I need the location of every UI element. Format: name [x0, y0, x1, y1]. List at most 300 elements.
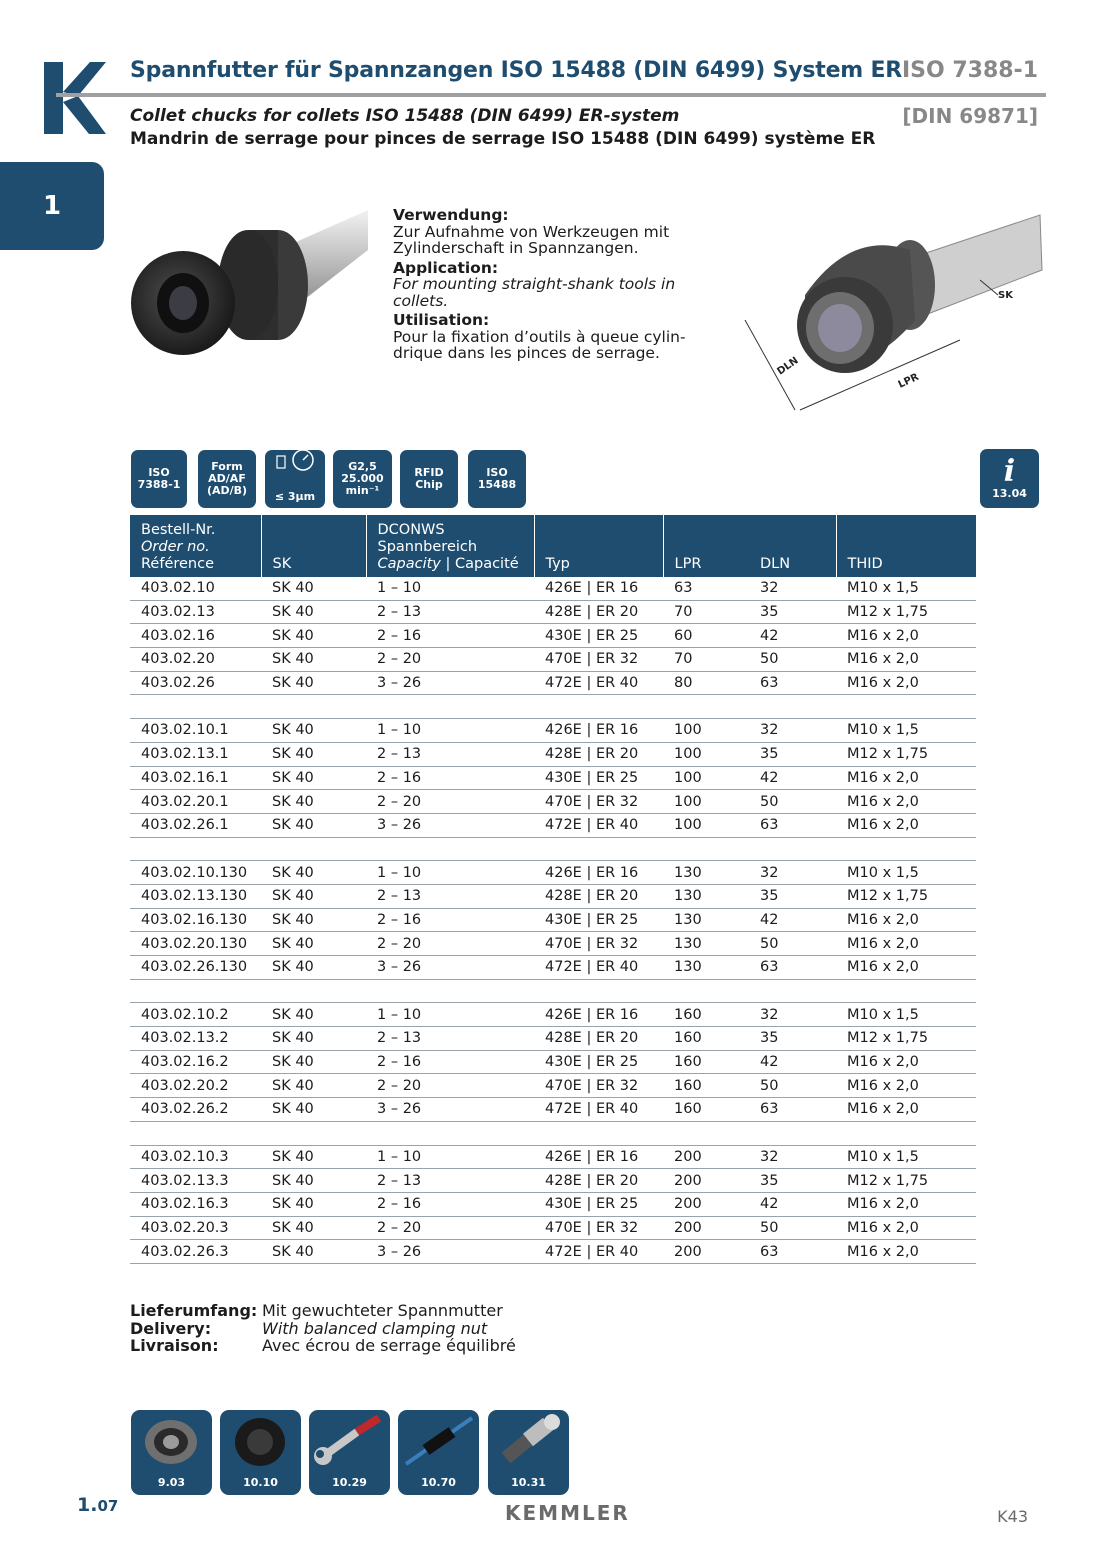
delivery-heading-fr: Livraison:: [130, 1336, 219, 1355]
cell-capacity: 2 – 16: [366, 908, 534, 932]
cell-type: 470E | ER 32: [534, 1216, 663, 1240]
cell-thid: M16 x 2,0: [836, 813, 976, 837]
badge-line: ISO: [486, 466, 508, 479]
cell-capacity: 2 – 13: [366, 1169, 534, 1193]
header-text: |: [440, 556, 455, 572]
cell-sk: SK 40: [261, 1169, 366, 1193]
cell-type: 472E | ER 40: [534, 1098, 663, 1122]
cell-sk: SK 40: [261, 1098, 366, 1122]
cell-dln: [749, 979, 836, 1003]
cell-capacity: 2 – 13: [366, 1027, 534, 1051]
catalog-code: K43: [997, 1507, 1028, 1526]
cell-capacity: 3 – 26: [366, 1098, 534, 1122]
cell-dln: [749, 1121, 836, 1145]
cell-thid: M12 x 1,75: [836, 600, 976, 624]
table-spacer-row: [130, 837, 976, 861]
cell-thid: M16 x 2,0: [836, 956, 976, 980]
accessory-pull-stud[interactable]: [488, 1410, 569, 1495]
cell-lpr: 80: [663, 671, 749, 695]
cell-order-no: 403.02.13.130: [130, 884, 261, 908]
cell-type: 470E | ER 32: [534, 648, 663, 672]
col-type: [534, 515, 663, 577]
cell-sk: SK 40: [261, 884, 366, 908]
cell-dln: 35: [749, 742, 836, 766]
cell-order-no: 403.02.10.3: [130, 1145, 261, 1169]
cell-lpr: 200: [663, 1145, 749, 1169]
cell-sk: [261, 1121, 366, 1145]
usage-heading-fr: Utilisation:: [393, 311, 490, 329]
kemmler-logo: [44, 62, 106, 134]
cell-type: 430E | ER 25: [534, 766, 663, 790]
cell-sk: SK 40: [261, 1216, 366, 1240]
cell-type: 472E | ER 40: [534, 813, 663, 837]
cell-thid: M16 x 2,0: [836, 766, 976, 790]
cell-type: [534, 837, 663, 861]
cell-dln: 63: [749, 813, 836, 837]
cell-lpr: 100: [663, 813, 749, 837]
cell-capacity: 2 – 16: [366, 1050, 534, 1074]
table-row: [130, 1216, 976, 1240]
cell-dln: 63: [749, 671, 836, 695]
table-row: [130, 766, 976, 790]
delivery-text-de: Mit gewuchteter Spannmutter: [262, 1301, 503, 1320]
table-row: [130, 790, 976, 814]
cell-thid: M16 x 2,0: [836, 932, 976, 956]
cell-dln: [749, 695, 836, 719]
cell-dln: 42: [749, 908, 836, 932]
cell-type: 426E | ER 16: [534, 719, 663, 743]
cell-order-no: 403.02.16.3: [130, 1192, 261, 1216]
usage-text-fr: Pour la fixation d’outils à queue cylin-drique dans les pinces de serrage.: [393, 327, 686, 362]
header-text: Capacity: [377, 556, 441, 572]
cell-thid: M12 x 1,75: [836, 1027, 976, 1051]
cell-thid: M12 x 1,75: [836, 1169, 976, 1193]
col-thid: [836, 515, 976, 577]
cell-sk: SK 40: [261, 861, 366, 885]
drawing-label-sk: SK: [998, 290, 1013, 301]
info-icon: i: [1003, 454, 1016, 489]
cell-order-no: [130, 1121, 261, 1145]
badge-line: 15488: [477, 478, 517, 491]
badge-line: 25.000: [341, 472, 384, 485]
cell-thid: M12 x 1,75: [836, 884, 976, 908]
cell-sk: SK 40: [261, 600, 366, 624]
cell-order-no: 403.02.16.1: [130, 766, 261, 790]
table-row: [130, 1240, 976, 1264]
delivery-heading-de: Lieferumfang:: [130, 1301, 258, 1320]
cell-type: 430E | ER 25: [534, 1192, 663, 1216]
balance-badge[interactable]: [333, 450, 392, 508]
usage-heading-de: Verwendung:: [393, 206, 509, 224]
standard-din: [DIN 69871]: [902, 104, 1038, 128]
cell-dln: 35: [749, 1027, 836, 1051]
cell-order-no: 403.02.20.1: [130, 790, 261, 814]
drawing-label-lpr: LPR: [896, 371, 921, 391]
delivery-heading-en: Delivery:: [130, 1318, 212, 1338]
header-text: DCONWS: [377, 522, 445, 538]
badge-line: ISO: [148, 466, 170, 479]
cell-order-no: 403.02.26.3: [130, 1240, 261, 1264]
cell-capacity: 2 – 16: [366, 1192, 534, 1216]
table-row: [130, 1074, 976, 1098]
cell-lpr: 100: [663, 719, 749, 743]
cell-thid: [836, 695, 976, 719]
accessory-brush[interactable]: [398, 1410, 479, 1495]
cell-order-no: 403.02.26.2: [130, 1098, 261, 1122]
cell-order-no: 403.02.16: [130, 624, 261, 648]
cell-type: 470E | ER 32: [534, 790, 663, 814]
cell-lpr: [663, 695, 749, 719]
table-row: [130, 671, 976, 695]
cell-dln: 32: [749, 1145, 836, 1169]
header-text: [378, 556, 534, 573]
cell-thid: M10 x 1,5: [836, 1003, 976, 1027]
table-row: [130, 1192, 976, 1216]
cell-dln: [749, 837, 836, 861]
table-row: [130, 577, 976, 600]
badge-line: AD/AF: [208, 472, 246, 485]
cell-lpr: 200: [663, 1192, 749, 1216]
accessory-ref: 9.03: [157, 1476, 186, 1489]
cell-sk: SK 40: [261, 577, 366, 600]
header-text: LPR: [674, 556, 702, 572]
cell-sk: SK 40: [261, 956, 366, 980]
cell-order-no: 403.02.10.1: [130, 719, 261, 743]
cell-type: 428E | ER 20: [534, 600, 663, 624]
badge-line: G2,5: [348, 460, 377, 473]
cell-type: 426E | ER 16: [534, 1145, 663, 1169]
gauge-icon: [275, 450, 315, 485]
cell-sk: [261, 979, 366, 1003]
table-spacer-row: [130, 1121, 976, 1145]
cell-thid: [836, 1121, 976, 1145]
cell-order-no: 403.02.26.130: [130, 956, 261, 980]
table-row: [130, 742, 976, 766]
cell-order-no: 403.02.26.1: [130, 813, 261, 837]
cell-type: 430E | ER 25: [534, 1050, 663, 1074]
technical-drawing: [740, 200, 1050, 425]
table-row: [130, 624, 976, 648]
table-row: [130, 719, 976, 743]
header-text: Typ: [545, 556, 570, 572]
badge-line: (AD/B): [206, 484, 248, 497]
cell-capacity: 1 – 10: [366, 1145, 534, 1169]
cell-thid: M10 x 1,5: [836, 577, 976, 600]
table-row: [130, 1098, 976, 1122]
cell-dln: 50: [749, 790, 836, 814]
cell-lpr: 160: [663, 1003, 749, 1027]
brush-icon: [398, 1410, 479, 1470]
table-row: [130, 648, 976, 672]
cell-thid: M16 x 2,0: [836, 1050, 976, 1074]
nut-icon: [220, 1410, 301, 1470]
table-spacer-row: [130, 979, 976, 1003]
cell-order-no: 403.02.16.2: [130, 1050, 261, 1074]
cell-sk: SK 40: [261, 932, 366, 956]
iso-15488-badge[interactable]: [468, 450, 526, 508]
cell-sk: SK 40: [261, 742, 366, 766]
info-ref: 13.04: [992, 487, 1027, 500]
header-text: SK: [272, 556, 292, 572]
cell-type: 428E | ER 20: [534, 742, 663, 766]
cell-order-no: [130, 837, 261, 861]
cell-dln: 42: [749, 1050, 836, 1074]
delivery-text-fr: Avec écrou de serrage équilibré: [262, 1336, 516, 1355]
cell-dln: 32: [749, 719, 836, 743]
cell-sk: SK 40: [261, 1240, 366, 1264]
col-lpr: [663, 515, 749, 577]
cell-thid: M16 x 2,0: [836, 1240, 976, 1264]
table-row: [130, 1027, 976, 1051]
cell-capacity: 1 – 10: [366, 861, 534, 885]
cell-capacity: 2 – 13: [366, 884, 534, 908]
cell-dln: 32: [749, 1003, 836, 1027]
badge-line: 7388-1: [137, 478, 181, 491]
cell-lpr: 130: [663, 932, 749, 956]
cell-order-no: 403.02.20: [130, 648, 261, 672]
cell-dln: 50: [749, 648, 836, 672]
page-number-main: 1.: [77, 1494, 98, 1516]
cell-lpr: 160: [663, 1074, 749, 1098]
usage-heading-en: Application:: [393, 258, 499, 277]
cell-thid: M16 x 2,0: [836, 1098, 976, 1122]
cell-order-no: 403.02.13.3: [130, 1169, 261, 1193]
cell-dln: 42: [749, 1192, 836, 1216]
cell-order-no: 403.02.13.2: [130, 1027, 261, 1051]
cell-type: 470E | ER 32: [534, 1074, 663, 1098]
table-row: [130, 1145, 976, 1169]
badge-line: Chip: [415, 478, 443, 491]
table-spacer-row: [130, 695, 976, 719]
cell-thid: M10 x 1,5: [836, 1145, 976, 1169]
table-row: [130, 956, 976, 980]
cell-order-no: 403.02.16.130: [130, 908, 261, 932]
cell-thid: [836, 979, 976, 1003]
cell-lpr: 200: [663, 1169, 749, 1193]
usage-text-de: Zur Aufnahme von Werkzeugen mit Zylinderschaft in Spannzangen.: [393, 222, 670, 257]
chapter-tab[interactable]: 1: [0, 162, 104, 250]
cell-thid: M16 x 2,0: [836, 908, 976, 932]
cell-capacity: 1 – 10: [366, 577, 534, 600]
page-number-sub: 07: [97, 1497, 119, 1515]
table-row: [130, 1169, 976, 1193]
cell-thid: M10 x 1,5: [836, 861, 976, 885]
header-text: THID: [847, 556, 883, 572]
cell-dln: 50: [749, 1074, 836, 1098]
collet-icon: [131, 1410, 212, 1470]
cell-order-no: 403.02.20.130: [130, 932, 261, 956]
header-divider: [56, 93, 1046, 97]
cell-lpr: [663, 837, 749, 861]
cell-order-no: 403.02.10: [130, 577, 261, 600]
accessory-ref: 10.10: [243, 1476, 278, 1489]
cell-capacity: 2 – 13: [366, 600, 534, 624]
cell-thid: M16 x 2,0: [836, 1192, 976, 1216]
cell-order-no: 403.02.10.2: [130, 1003, 261, 1027]
cell-type: 426E | ER 16: [534, 1003, 663, 1027]
badge-line: min⁻¹: [345, 484, 380, 497]
table-header-row: [130, 515, 976, 577]
cell-lpr: 63: [663, 577, 749, 600]
drawing-label-dln: DLN: [775, 355, 801, 378]
title-de: Spannfutter für Spannzangen ISO 15488 (DIN 6499) System ER: [130, 58, 903, 83]
info-badge[interactable]: [980, 449, 1039, 508]
cell-lpr: 130: [663, 956, 749, 980]
title-en: Collet chucks for collets ISO 15488 (DIN 6499) ER-system: [130, 106, 680, 126]
accessory-wrench[interactable]: [309, 1410, 390, 1495]
page-number: [77, 1494, 118, 1516]
cell-thid: M10 x 1,5: [836, 719, 976, 743]
cell-capacity: 3 – 26: [366, 813, 534, 837]
cell-thid: M16 x 2,0: [836, 790, 976, 814]
col-dln: [749, 515, 836, 577]
cell-type: 470E | ER 32: [534, 932, 663, 956]
brand-name: KEMMLER: [505, 1501, 630, 1525]
cell-dln: 42: [749, 766, 836, 790]
cell-lpr: 70: [663, 600, 749, 624]
standard-iso: ISO 7388-1: [901, 58, 1038, 83]
cell-dln: 50: [749, 932, 836, 956]
header-text: Référence: [141, 556, 215, 572]
table-row: [130, 861, 976, 885]
product-photo: [128, 205, 378, 365]
badge-line: RFID: [414, 466, 444, 479]
cell-dln: 35: [749, 600, 836, 624]
cell-lpr: [663, 979, 749, 1003]
cell-capacity: 1 – 10: [366, 719, 534, 743]
cell-type: [534, 979, 663, 1003]
cell-dln: 50: [749, 1216, 836, 1240]
cell-capacity: 2 – 20: [366, 648, 534, 672]
cell-capacity: 3 – 26: [366, 1240, 534, 1264]
cell-thid: M12 x 1,75: [836, 742, 976, 766]
cell-type: 472E | ER 40: [534, 956, 663, 980]
usage-text-en: For mounting straight-shank tools in collets.: [393, 275, 676, 310]
cell-dln: 32: [749, 577, 836, 600]
cell-order-no: 403.02.20.3: [130, 1216, 261, 1240]
cell-type: 430E | ER 25: [534, 908, 663, 932]
cell-capacity: [366, 695, 534, 719]
cell-order-no: 403.02.13.1: [130, 742, 261, 766]
cell-capacity: [366, 979, 534, 1003]
cell-capacity: 3 – 26: [366, 671, 534, 695]
cell-type: 426E | ER 16: [534, 577, 663, 600]
cell-sk: SK 40: [261, 624, 366, 648]
cell-type: 472E | ER 40: [534, 671, 663, 695]
cell-lpr: 130: [663, 861, 749, 885]
accessory-ref: 10.31: [511, 1476, 546, 1489]
title-fr: Mandrin de serrage pour pinces de serrage ISO 15488 (DIN 6499) système ER: [130, 129, 876, 149]
cell-sk: SK 40: [261, 1192, 366, 1216]
cell-dln: 35: [749, 884, 836, 908]
header-text: Order no.: [141, 539, 210, 555]
cell-thid: M16 x 2,0: [836, 648, 976, 672]
cell-capacity: 2 – 20: [366, 1074, 534, 1098]
cell-dln: 42: [749, 624, 836, 648]
cell-capacity: [366, 837, 534, 861]
cell-capacity: 2 – 16: [366, 766, 534, 790]
delivery-block: [130, 1302, 516, 1355]
cell-order-no: 403.02.10.130: [130, 861, 261, 885]
cell-sk: SK 40: [261, 1003, 366, 1027]
cell-dln: 63: [749, 956, 836, 980]
usage-block: [393, 207, 723, 362]
cell-order-no: 403.02.20.2: [130, 1074, 261, 1098]
cell-sk: [261, 695, 366, 719]
cell-sk: SK 40: [261, 719, 366, 743]
cell-sk: SK 40: [261, 1027, 366, 1051]
cell-lpr: [663, 1121, 749, 1145]
header-text: Capacité: [454, 556, 519, 572]
accessory-clamping-nut[interactable]: [220, 1410, 301, 1495]
cell-lpr: 130: [663, 908, 749, 932]
wrench-icon: [309, 1410, 390, 1470]
cell-thid: M16 x 2,0: [836, 1074, 976, 1098]
col-sk: [261, 515, 366, 577]
cell-dln: 32: [749, 861, 836, 885]
cell-thid: M16 x 2,0: [836, 1216, 976, 1240]
cell-capacity: 2 – 13: [366, 742, 534, 766]
col-capacity: [366, 515, 534, 577]
header-text: Bestell-Nr.: [141, 522, 216, 538]
pull-stud-icon: [488, 1410, 569, 1470]
cell-order-no: 403.02.26: [130, 671, 261, 695]
accessory-collet[interactable]: [131, 1410, 212, 1495]
badge-line: ≤ 3µm: [274, 490, 316, 503]
cell-order-no: [130, 979, 261, 1003]
header-text: Spannbereich: [377, 539, 478, 555]
cell-lpr: 200: [663, 1216, 749, 1240]
cell-capacity: 2 – 20: [366, 790, 534, 814]
table-row: [130, 908, 976, 932]
cell-type: [534, 695, 663, 719]
col-order: [130, 515, 261, 577]
form-badge[interactable]: [198, 450, 256, 508]
cell-dln: 35: [749, 1169, 836, 1193]
iso-7388-badge[interactable]: [131, 450, 187, 508]
cell-lpr: 60: [663, 624, 749, 648]
cell-type: 426E | ER 16: [534, 861, 663, 885]
cell-order-no: [130, 695, 261, 719]
runout-badge[interactable]: [265, 450, 325, 508]
cell-dln: 63: [749, 1240, 836, 1264]
table-row: [130, 1050, 976, 1074]
cell-sk: SK 40: [261, 648, 366, 672]
cell-sk: SK 40: [261, 908, 366, 932]
cell-capacity: 2 – 20: [366, 1216, 534, 1240]
cell-lpr: 160: [663, 1027, 749, 1051]
accessory-ref: 10.70: [421, 1476, 456, 1489]
cell-type: 428E | ER 20: [534, 1169, 663, 1193]
cell-capacity: 2 – 20: [366, 932, 534, 956]
cell-thid: [836, 837, 976, 861]
cell-sk: SK 40: [261, 766, 366, 790]
table-row: [130, 600, 976, 624]
cell-sk: SK 40: [261, 671, 366, 695]
cell-type: 428E | ER 20: [534, 884, 663, 908]
cell-sk: SK 40: [261, 1145, 366, 1169]
cell-capacity: 3 – 26: [366, 956, 534, 980]
rfid-badge[interactable]: [400, 450, 458, 508]
cell-sk: [261, 837, 366, 861]
cell-thid: M16 x 2,0: [836, 671, 976, 695]
accessory-ref: 10.29: [332, 1476, 367, 1489]
cell-thid: M16 x 2,0: [836, 624, 976, 648]
cell-lpr: 100: [663, 766, 749, 790]
cell-capacity: [366, 1121, 534, 1145]
cell-capacity: 1 – 10: [366, 1003, 534, 1027]
cell-lpr: 160: [663, 1098, 749, 1122]
